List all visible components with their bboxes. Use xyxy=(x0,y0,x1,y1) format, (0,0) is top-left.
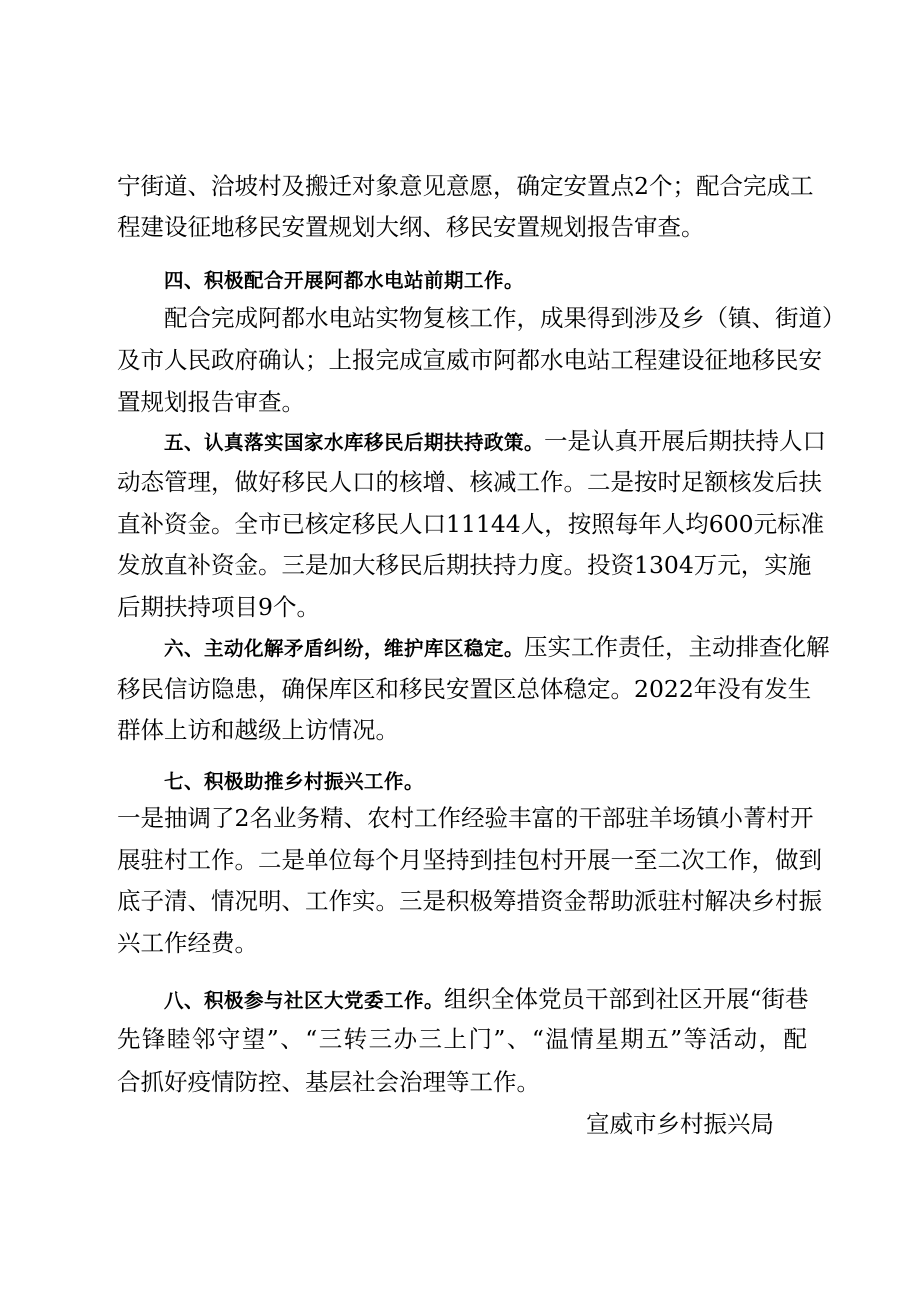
section-8-line-2: 先锋睦邻守望”、“三转三办三上门”、“温情星期五”等活动，配 xyxy=(117,1025,807,1053)
section-7-heading: 七、积极助推乡村振兴工作。 xyxy=(164,770,425,793)
intro-line-2: 程建设征地移民安置规划大纲、移民安置规划报告审查。 xyxy=(117,213,705,241)
section-8-line-1 xyxy=(164,984,807,1016)
section-7-line-4: 兴工作经费。 xyxy=(117,929,258,957)
section-7-line-2: 展驻村工作。二是单位每个月坚持到挂包村开展一至二次工作，做到 xyxy=(117,846,822,874)
section-4-line-2: 及市人民政府确认；上报完成宣威市阿都水电站工程建设征地移民安 xyxy=(117,346,822,374)
section-4-line-1: 配合完成阿都水电站实物复核工作，成果得到涉及乡（镇、街道） xyxy=(164,304,846,332)
section-6-line-3: 群体上访和越级上访情况。 xyxy=(117,716,399,744)
section-5-line-5: 后期扶持项目9个。 xyxy=(117,593,320,621)
section-6-line-1-text: 压实工作责任，主动排查化解 xyxy=(524,633,830,661)
section-5-heading: 五、认真落实国家水库移民后期扶持政策。 xyxy=(164,431,545,454)
intro-line-1: 宁街道、洽坡村及搬迁对象意见意愿，确定安置点2个；配合完成工 xyxy=(117,172,814,200)
section-8-line-1-text: 组织全体党员干部到社区开展“街巷 xyxy=(444,985,809,1013)
section-8-line-3: 合抓好疫情防控、基层社会治理等工作。 xyxy=(117,1068,540,1096)
section-8-heading: 八、积极参与社区大党委工作。 xyxy=(164,989,445,1012)
section-5-line-3: 直补资金。全市已核定移民人口11144人，按照每年人均600元标准 xyxy=(117,510,825,538)
section-7-line-3: 底子清、情况明、工作实。三是积极筹措资金帮助派驻村解决乡村振 xyxy=(117,887,822,915)
section-6-heading: 六、主动化解矛盾纠纷，维护库区稳定。 xyxy=(164,637,525,660)
section-6-line-2: 移民信访隐患，确保库区和移民安置区总体稳定。2022年没有发生 xyxy=(117,675,812,703)
section-7-line-1: 一是抽调了2名业务精、农村工作经验丰富的干部驻羊场镇小菁村开 xyxy=(117,804,814,832)
section-5-line-2: 动态管理，做好移民人口的核增、核减工作。二是按时足额核发后扶 xyxy=(117,468,822,496)
section-4-heading: 四、积极配合开展阿都水电站前期工作。 xyxy=(164,269,525,292)
section-6-line-1 xyxy=(164,632,830,664)
section-5-line-4: 发放直补资金。三是加大移民后期扶持力度。投资1304万元，实施 xyxy=(117,551,812,579)
signature: 宣威市乡村振兴局 xyxy=(586,1110,774,1138)
section-5-line-1 xyxy=(164,426,827,458)
section-5-line-1-text: 一是认真开展后期扶持人口 xyxy=(544,427,827,455)
section-4-line-3: 置规划报告审查。 xyxy=(117,388,305,416)
